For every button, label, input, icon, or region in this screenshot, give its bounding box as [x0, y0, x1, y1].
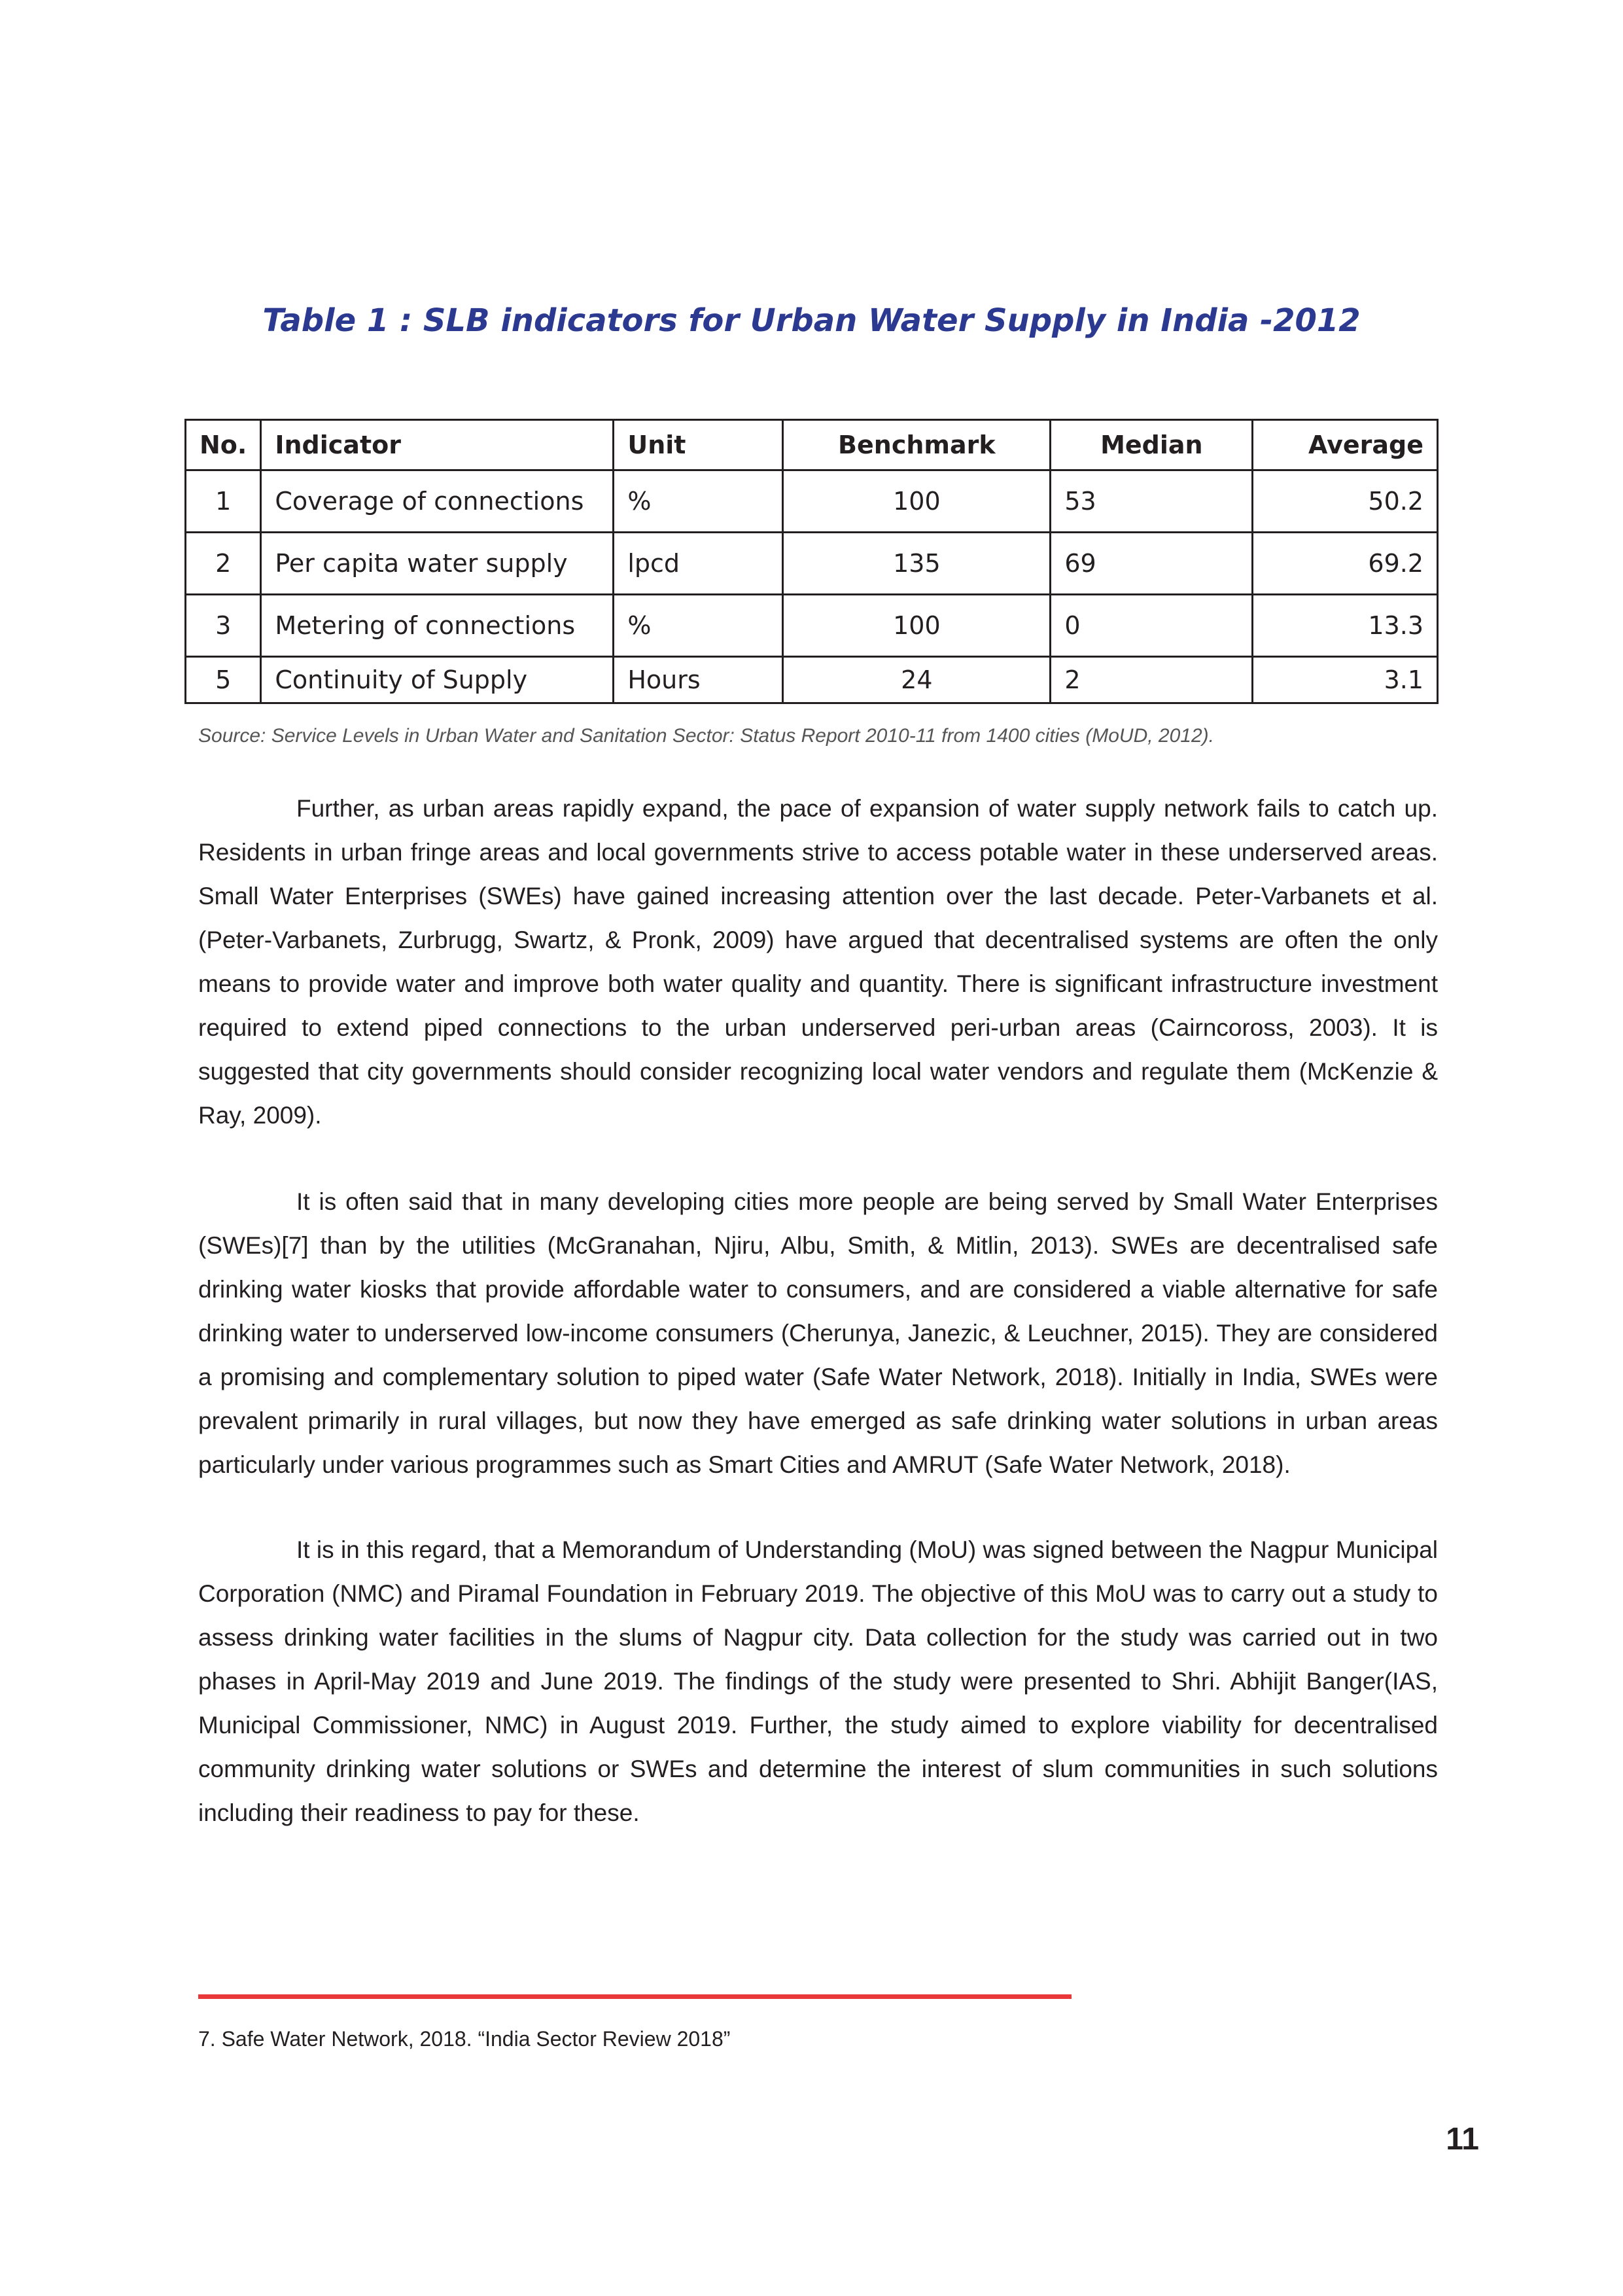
- cell-average: 3.1: [1253, 657, 1438, 703]
- cell-average: 50.2: [1253, 470, 1438, 533]
- cell-indicator: Metering of connections: [261, 595, 614, 657]
- cell-no: 2: [186, 533, 261, 595]
- table-row: [186, 657, 1438, 703]
- cell-indicator: Per capita water supply: [261, 533, 614, 595]
- cell-median: 0: [1051, 595, 1253, 657]
- cell-unit: Hours: [614, 657, 783, 703]
- cell-median: 53: [1051, 470, 1253, 533]
- cell-indicator: Continuity of Supply: [261, 657, 614, 703]
- cell-average: 13.3: [1253, 595, 1438, 657]
- slb-indicators-table: [184, 419, 1439, 704]
- cell-average: 69.2: [1253, 533, 1438, 595]
- cell-no: 1: [186, 470, 261, 533]
- cell-unit: lpcd: [614, 533, 783, 595]
- column-header-median: Median: [1051, 420, 1253, 470]
- table-row: [186, 533, 1438, 595]
- cell-indicator: Coverage of connections: [261, 470, 614, 533]
- body-paragraph: [198, 1528, 1438, 1835]
- cell-benchmark: 24: [783, 657, 1051, 703]
- column-header-unit: Unit: [614, 420, 783, 470]
- page-number: 11: [1446, 2122, 1479, 2157]
- table-row: [186, 470, 1438, 533]
- body-paragraph: [198, 786, 1438, 1137]
- table-row: [186, 595, 1438, 657]
- cell-unit: %: [614, 595, 783, 657]
- table-title: Table 1 : SLB indicators for Urban Water Supply in India -2012: [262, 302, 1361, 339]
- cell-unit: %: [614, 470, 783, 533]
- paragraph-text: It is in this regard, that a Memorandum of Understanding (MoU) was signed between the Nagpur Municipal Corporation (NMC) and Piramal Foundation in February 2019. The objective of this MoU was to carry out a study to assess drinking water facilities in the slums of Nagpur city. Data collection for the study was carried out in two phases in April-May 2019 and June 2019. The findings of the study were presented to Shri. Abhijit Banger(IAS, Municipal Commissioner, NMC) in August 2019. Further, the study aimed to explore viability for decentralised community drinking water solutions or SWEs and determine the interest of slum communities in such solutions including their readiness to pay for these.: [198, 1536, 1438, 1826]
- cell-no: 5: [186, 657, 261, 703]
- footnote-divider: [198, 1994, 1072, 1999]
- column-header-benchmark: Benchmark: [783, 420, 1051, 470]
- table-source-note: Source: Service Levels in Urban Water and Sanitation Sector: Status Report 2010-11 from 1400 cities (MoUD, 2012).: [198, 725, 1214, 747]
- paragraph-text: It is often said that in many developing cities more people are being served by Small Water Enterprises (SWEs)[7] than by the utilities (McGranahan, Njiru, Albu, Smith, & Mitlin, 2013). SWEs are decentralised safe drinking water kiosks that provide affordable water to consumers, and are considered a viable alternative for safe drinking water to underserved low-income consumers (Cherunya, Janezic, & Leuchner, 2015). They are considered a promising and complementary solution to piped water (Safe Water Network, 2018). Initially in India, SWEs were prevalent primarily in rural villages, but now they have emerged as safe drinking water solutions in urban areas particularly under various programmes such as Smart Cities and AMRUT (Safe Water Network, 2018).: [198, 1188, 1438, 1478]
- cell-median: 2: [1051, 657, 1253, 703]
- cell-median: 69: [1051, 533, 1253, 595]
- column-header-indicator: Indicator: [261, 420, 614, 470]
- cell-benchmark: 135: [783, 533, 1051, 595]
- cell-benchmark: 100: [783, 595, 1051, 657]
- cell-no: 3: [186, 595, 261, 657]
- paragraph-text: Further, as urban areas rapidly expand, the pace of expansion of water supply network fails to catch up. Residents in urban fringe areas and local governments strive to access potable water in these underserved areas. Small Water Enterprises (SWEs) have gained increasing attention over the last decade. Peter-Varbanets et al. (Peter-Varbanets, Zurbrugg, Swartz, & Pronk, 2009) have argued that decentralised systems are often the only means to provide water and improve both water quality and quantity. There is significant infrastructure investment required to extend piped connections to the urban underserved peri-urban areas (Cairncoross, 2003). It is suggested that city governments should consider recognizing local water vendors and regulate them (McKenzie & Ray, 2009).: [198, 795, 1438, 1129]
- body-paragraph: [198, 1180, 1438, 1487]
- cell-benchmark: 100: [783, 470, 1051, 533]
- footnote: 7. Safe Water Network, 2018. “India Sector Review 2018”: [198, 2027, 731, 2051]
- table-header-row: [186, 420, 1438, 470]
- column-header-no: No.: [186, 420, 261, 470]
- column-header-average: Average: [1253, 420, 1438, 470]
